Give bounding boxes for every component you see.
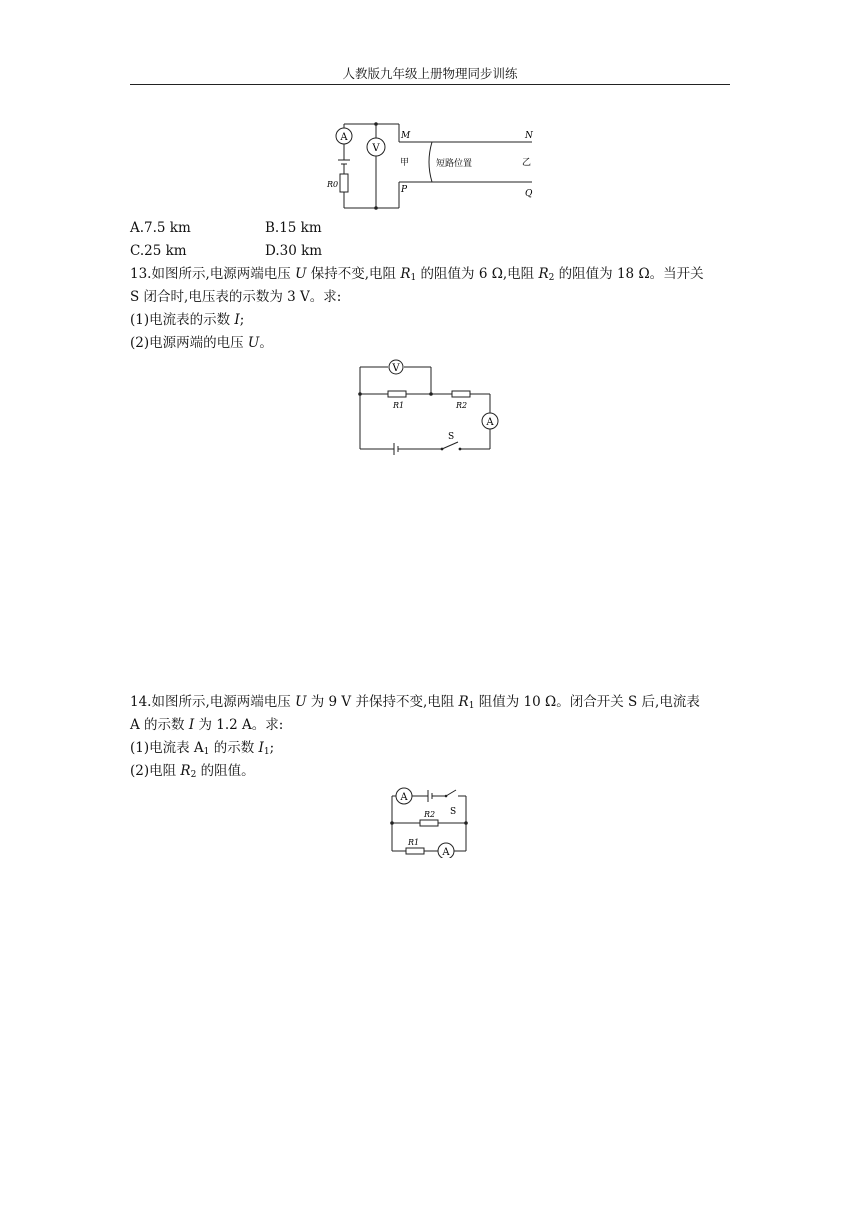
option-b: B.15 km [265,220,322,236]
ammeter-a1-label: A [442,847,450,858]
option-d: D.30 km [265,243,323,259]
q13-circuit-diagram [352,357,502,455]
point-q-label: Q [525,189,533,199]
voltmeter-label: V [392,363,400,374]
q13-part1: (1)电流表的示数 I; [130,312,245,328]
resistor-r1-label: R1 [408,838,420,847]
header-divider [130,84,730,85]
voltmeter-label: V [372,143,380,154]
switch-label: S [448,432,455,442]
point-n-label: N [525,131,533,141]
fault-location-circuit [320,118,540,214]
q13-part2: (2)电源两端的电压 U。 [130,335,273,351]
resistor-r2-label: R2 [456,401,468,410]
q14-part1: (1)电流表 $A_1$ 的示数 $I_1$; [130,740,275,757]
resistor-r2-label: R2 [424,810,436,819]
q14-part2: (2)电阻 $R_2$ 的阻值。 [130,763,255,780]
page-header: 人教版九年级上册物理同步训练 [342,66,518,81]
q14-circuit-diagram [384,786,476,858]
ammeter-label: A [340,132,348,143]
ammeter-label: A [400,792,408,803]
q14-stem-line1: 14.如图所示,电源两端电压 U 为 9 V 并保持不变,电阻 $R_1$ 阻值为 10 Ω。闭合开关 S 后,电流表 [130,694,700,711]
q13-stem-line2: S 闭合时,电压表的示数为 3 V。求: [130,289,342,305]
point-p-label: P [401,185,408,195]
short-circuit-label: 短路位置 [436,159,473,169]
location-jia-label: 甲 [400,158,410,168]
resistor-r0-label: R0 [327,180,339,189]
option-a: A.7.5 km [130,220,191,236]
point-m-label: M [401,131,411,141]
resistor-r1-label: R1 [393,401,405,410]
switch-label: S [450,807,457,817]
location-yi-label: 乙 [522,158,532,168]
ammeter-label: A [486,417,494,428]
option-c: C.25 km [130,243,187,259]
q14-stem-line2: A 的示数 I 为 1.2 A。求: [130,717,284,733]
q13-stem-line1: 13.如图所示,电源两端电压 U 保持不变,电阻 $R_1$ 的阻值为 6 Ω,电阻 $R_2$ 的阻值为 18 Ω。当开关 [130,266,704,283]
